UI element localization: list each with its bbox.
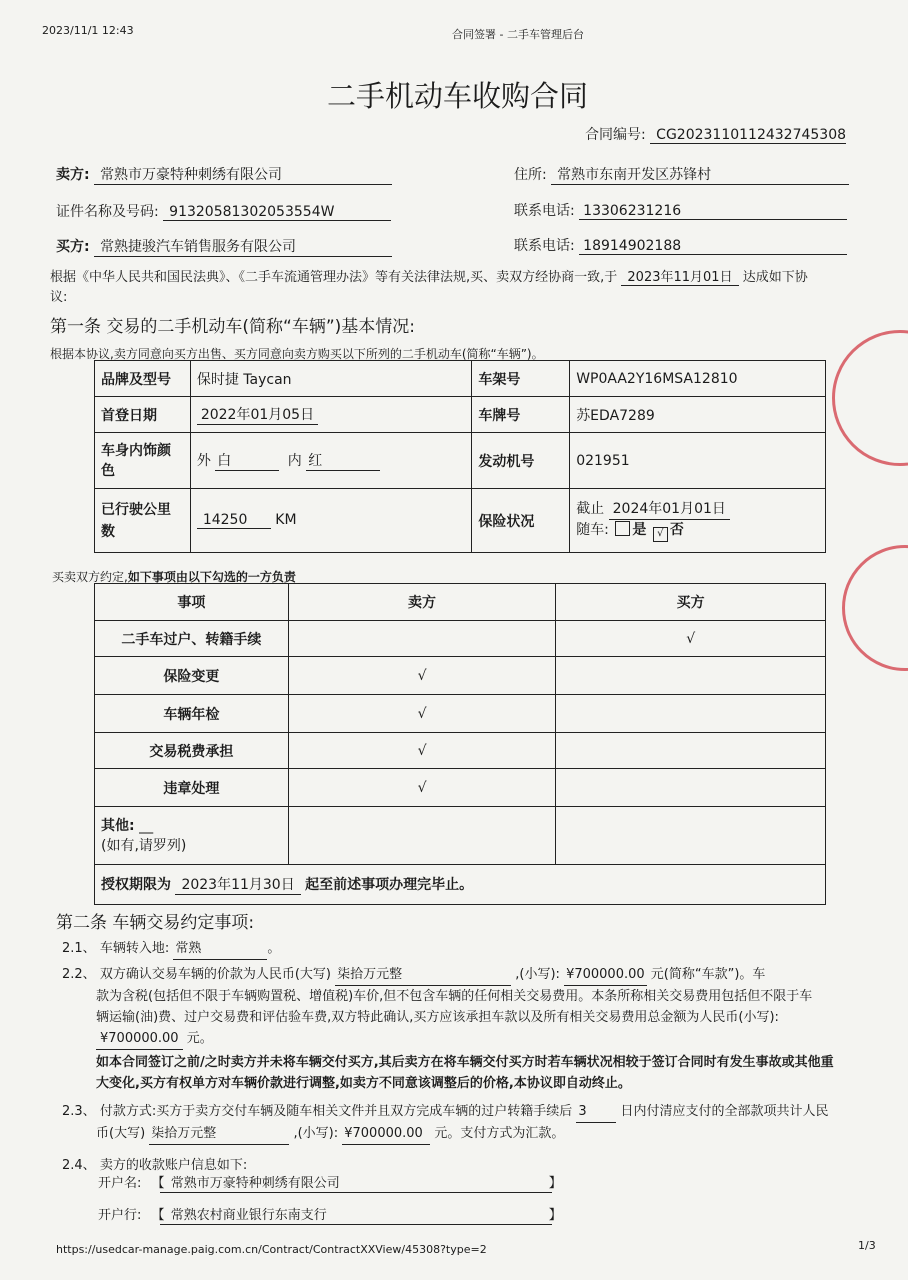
clause-2-3 bbox=[62, 1101, 877, 1145]
other-row bbox=[95, 807, 826, 865]
total-amount: ¥700000.00 bbox=[96, 1028, 183, 1050]
duty-item: 违章处理 bbox=[95, 769, 289, 807]
intro-text-2: 达成如下协 bbox=[742, 270, 808, 285]
account-name: 常熟市万豪特种刺绣有限公司 bbox=[170, 1176, 340, 1191]
buyer-phone: 18914902188 bbox=[579, 238, 847, 255]
buyer-line bbox=[56, 236, 392, 257]
clause-text: 付款方式:买方于卖方交付车辆及随车相关文件并且双方完成车辆的过户转籍手续后 bbox=[99, 1104, 573, 1119]
vin-value: WP0AA2Y16MSA12810 bbox=[570, 361, 826, 397]
buyer-label: 买方: bbox=[56, 239, 90, 255]
seller-phone: 13306231216 bbox=[579, 203, 847, 220]
engine-label: 发动机号 bbox=[472, 433, 570, 489]
price-in-words: 柒拾万元整 bbox=[335, 964, 511, 986]
duty-seller-mark: √ bbox=[288, 657, 556, 695]
seller-address bbox=[514, 164, 849, 185]
clause-text: 卖方的收款账户信息如下: bbox=[99, 1158, 248, 1173]
ext-color: 白 bbox=[215, 450, 279, 471]
agreement-date: 2023年11月01日 bbox=[621, 266, 738, 286]
mileage-cell bbox=[190, 489, 472, 553]
plate-label: 车牌号 bbox=[472, 397, 570, 433]
contract-no-label: 合同编号: bbox=[585, 127, 646, 143]
contract-no bbox=[585, 124, 846, 144]
clause-text: 双方确认交易车辆的价款为人民币(大写) bbox=[99, 967, 331, 982]
duty-item: 交易税费承担 bbox=[95, 733, 289, 769]
clause-text: ,(小写): bbox=[515, 967, 560, 982]
col-seller: 卖方 bbox=[288, 584, 556, 621]
table-row bbox=[95, 733, 826, 769]
duty-item: 二手车过户、转籍手续 bbox=[95, 621, 289, 657]
transfer-city: 常熟 bbox=[173, 938, 267, 960]
other-label: 其他: bbox=[101, 817, 135, 834]
brand-value: 保时捷 Taycan bbox=[190, 361, 472, 397]
clause-text: 辆运输(油)费、过户交易费和评估验车费,双方特此确认,买方应该承担车款以及所有相关交易费用总金额为人民币(小写): bbox=[96, 1010, 779, 1025]
auth-date: 2023年11月30日 bbox=[175, 874, 300, 895]
duty-buyer-mark bbox=[556, 769, 826, 807]
duty-buyer-mark bbox=[556, 733, 826, 769]
other-seller bbox=[288, 807, 556, 865]
brand-label: 品牌及型号 bbox=[95, 361, 191, 397]
duty-item: 车辆年检 bbox=[95, 695, 289, 733]
ins-prefix: 截止 bbox=[576, 501, 605, 517]
pay-in-words: 柒拾万元整 bbox=[149, 1123, 289, 1145]
account-bank-underline bbox=[160, 1224, 552, 1225]
reg-cell bbox=[190, 397, 472, 433]
no-checkbox[interactable]: √ bbox=[653, 527, 668, 542]
col-buyer: 买方 bbox=[556, 584, 826, 621]
reg-value: 2022年01月05日 bbox=[197, 404, 318, 425]
plate-value: 苏EDA7289 bbox=[570, 397, 826, 433]
insurance-date: 2024年01月01日 bbox=[609, 499, 730, 520]
bold-text: 大变化,买方有权单方对车辆价款进行调整,如卖方不同意该调整后的价格,本协议即自动终止。 bbox=[96, 1076, 631, 1091]
table-row bbox=[95, 695, 826, 733]
seal-stamp bbox=[842, 545, 908, 671]
id-value: 91320581302053554W bbox=[163, 204, 391, 221]
account-name-line: 开户名: 【 常熟市万豪特种刺绣有限公司 】 bbox=[98, 1173, 562, 1194]
duty-table bbox=[94, 583, 826, 905]
vin-label: 车架号 bbox=[472, 361, 570, 397]
int-color: 红 bbox=[306, 450, 380, 471]
account-bank-label: 开户行: bbox=[98, 1208, 142, 1223]
seller-label: 卖方: bbox=[56, 167, 90, 183]
clause-text: 日内付清应支付的全部款项共计人民 bbox=[620, 1104, 829, 1119]
mileage-value: 14250 bbox=[197, 512, 271, 529]
clause-2-1 bbox=[62, 938, 280, 960]
duty-seller-mark: √ bbox=[288, 769, 556, 807]
seller-line bbox=[56, 164, 392, 185]
pay-small: ¥700000.00 bbox=[342, 1123, 430, 1145]
site-title: 合同签署 - 二手车管理后台 bbox=[452, 28, 584, 41]
article-1-desc: 根据本协议,卖方同意向买方出售、买方同意向卖方购买以下所列的二手机动车(简称“车辆”)。 bbox=[50, 347, 544, 361]
account-name-underline bbox=[160, 1192, 552, 1193]
clause-text: ,(小写): bbox=[293, 1126, 339, 1141]
account-bank-line: 开户行: 【 常熟农村商业银行东南支行 】 bbox=[98, 1205, 562, 1226]
clause-text: 款为含税(包括但不限于车辆购置税、增值税)车价,但不包含车辆的任何相关交易费用。本条所称相关交易费用包括但不限于车 bbox=[96, 989, 813, 1004]
seller-phone-label: 联系电话: bbox=[514, 203, 575, 219]
bold-text: 如本合同签订之前/之时卖方并未将车辆交付买方,其后卖方在将车辆交付买方时若车辆状况相较于签订合同时有发生事故或其他重 bbox=[96, 1055, 834, 1070]
duty-seller-mark: √ bbox=[288, 695, 556, 733]
seller-phone-line bbox=[514, 200, 847, 220]
print-datetime: 2023/11/1 12:43 bbox=[42, 24, 134, 37]
auth-cell bbox=[95, 865, 826, 905]
yes-checkbox[interactable] bbox=[615, 521, 630, 536]
buyer-name: 常熟捷骏汽车销售服务有限公司 bbox=[94, 236, 392, 257]
mileage-unit: KM bbox=[275, 512, 297, 528]
seller-id-line bbox=[56, 201, 391, 221]
clause-text: 元。 bbox=[186, 1031, 213, 1046]
duty-seller-mark: √ bbox=[288, 733, 556, 769]
table-row bbox=[95, 621, 826, 657]
clause-no: 2.3、 bbox=[62, 1104, 96, 1119]
table-row bbox=[95, 657, 826, 695]
no-label: 否 bbox=[669, 522, 684, 538]
vehicle-table bbox=[94, 360, 826, 553]
int-prefix: 内 bbox=[287, 453, 302, 469]
bold-clause bbox=[96, 1052, 876, 1094]
account-bank: 常熟农村商业银行东南支行 bbox=[170, 1208, 327, 1223]
insurance-label: 保险状况 bbox=[472, 489, 570, 553]
clause-text: 车辆转入地: bbox=[99, 941, 170, 956]
duty-intro-bold: 如下事项由以下勾选的一方负责 bbox=[127, 570, 296, 584]
color-cell bbox=[190, 433, 472, 489]
yes-label: 是 bbox=[632, 522, 647, 538]
table-row bbox=[95, 769, 826, 807]
seller-name: 常熟市万豪特种刺绣有限公司 bbox=[94, 164, 392, 185]
reg-label: 首登日期 bbox=[95, 397, 191, 433]
other-note: (如有,请罗列) bbox=[101, 837, 187, 854]
mileage-label: 已行驶公里数 bbox=[95, 489, 191, 553]
other-cell bbox=[95, 807, 289, 865]
engine-value: 021951 bbox=[570, 433, 826, 489]
clause-no: 2.2、 bbox=[62, 967, 96, 982]
auth-text: 起至前述事项办理完毕止。 bbox=[305, 877, 474, 893]
article-2-title: 第二条 车辆交易约定事项: bbox=[56, 913, 255, 933]
other-value: __ bbox=[139, 817, 154, 834]
contract-no-value: CG2023110112432745308 bbox=[650, 127, 846, 144]
duty-item: 保险变更 bbox=[95, 657, 289, 695]
ins-with-label: 随车: bbox=[576, 522, 609, 538]
ext-prefix: 外 bbox=[196, 453, 211, 469]
duty-buyer-mark bbox=[556, 657, 826, 695]
clause-end: 。 bbox=[267, 941, 281, 956]
duty-buyer-mark bbox=[556, 695, 826, 733]
clause-text: 元(简称“车款”)。车 bbox=[650, 967, 766, 982]
contract-title: 二手机动车收购合同 bbox=[327, 79, 589, 113]
insurance-cell bbox=[570, 489, 826, 553]
clause-text: 元。支付方式为汇款。 bbox=[434, 1126, 565, 1141]
clause-no: 2.4、 bbox=[62, 1158, 96, 1173]
auth-row bbox=[95, 865, 826, 905]
auth-label: 授权期限为 bbox=[101, 877, 171, 893]
article-1-title: 第一条 交易的二手机动车(简称“车辆”)基本情况: bbox=[50, 317, 416, 337]
buyer-phone-line bbox=[514, 235, 847, 255]
other-buyer bbox=[556, 807, 826, 865]
address-label: 住所: bbox=[514, 167, 547, 183]
clause-2-2 bbox=[62, 964, 877, 1050]
id-label: 证件名称及号码: bbox=[56, 204, 159, 220]
seal-stamp bbox=[832, 330, 908, 466]
pay-days: 3 bbox=[576, 1101, 616, 1123]
intro-line bbox=[50, 266, 808, 286]
duty-seller-mark bbox=[288, 621, 556, 657]
clause-text: 币(大写) bbox=[96, 1126, 146, 1141]
page-url[interactable]: https://usedcar-manage.paig.com.cn/Contract/ContractXXView/45308?type=2 bbox=[56, 1243, 487, 1256]
address-value: 常熟市东南开发区苏锋村 bbox=[551, 164, 849, 185]
duty-intro-text: 买卖双方约定, bbox=[52, 570, 128, 584]
color-label: 车身内饰颜色 bbox=[95, 433, 191, 489]
intro-text: 根据《中华人民共和国民法典》、《二手车流通管理办法》等有关法律法规,买、卖双方经协商一致,于 bbox=[50, 270, 618, 285]
col-item: 事项 bbox=[95, 584, 289, 621]
account-name-label: 开户名: bbox=[98, 1176, 142, 1191]
price-small: ¥700000.00 bbox=[564, 964, 647, 986]
clause-no: 2.1、 bbox=[62, 941, 96, 956]
page-number: 1/3 bbox=[858, 1239, 876, 1252]
duty-buyer-mark: √ bbox=[556, 621, 826, 657]
intro-text-3: 议: bbox=[50, 290, 68, 305]
buyer-phone-label: 联系电话: bbox=[514, 238, 575, 254]
